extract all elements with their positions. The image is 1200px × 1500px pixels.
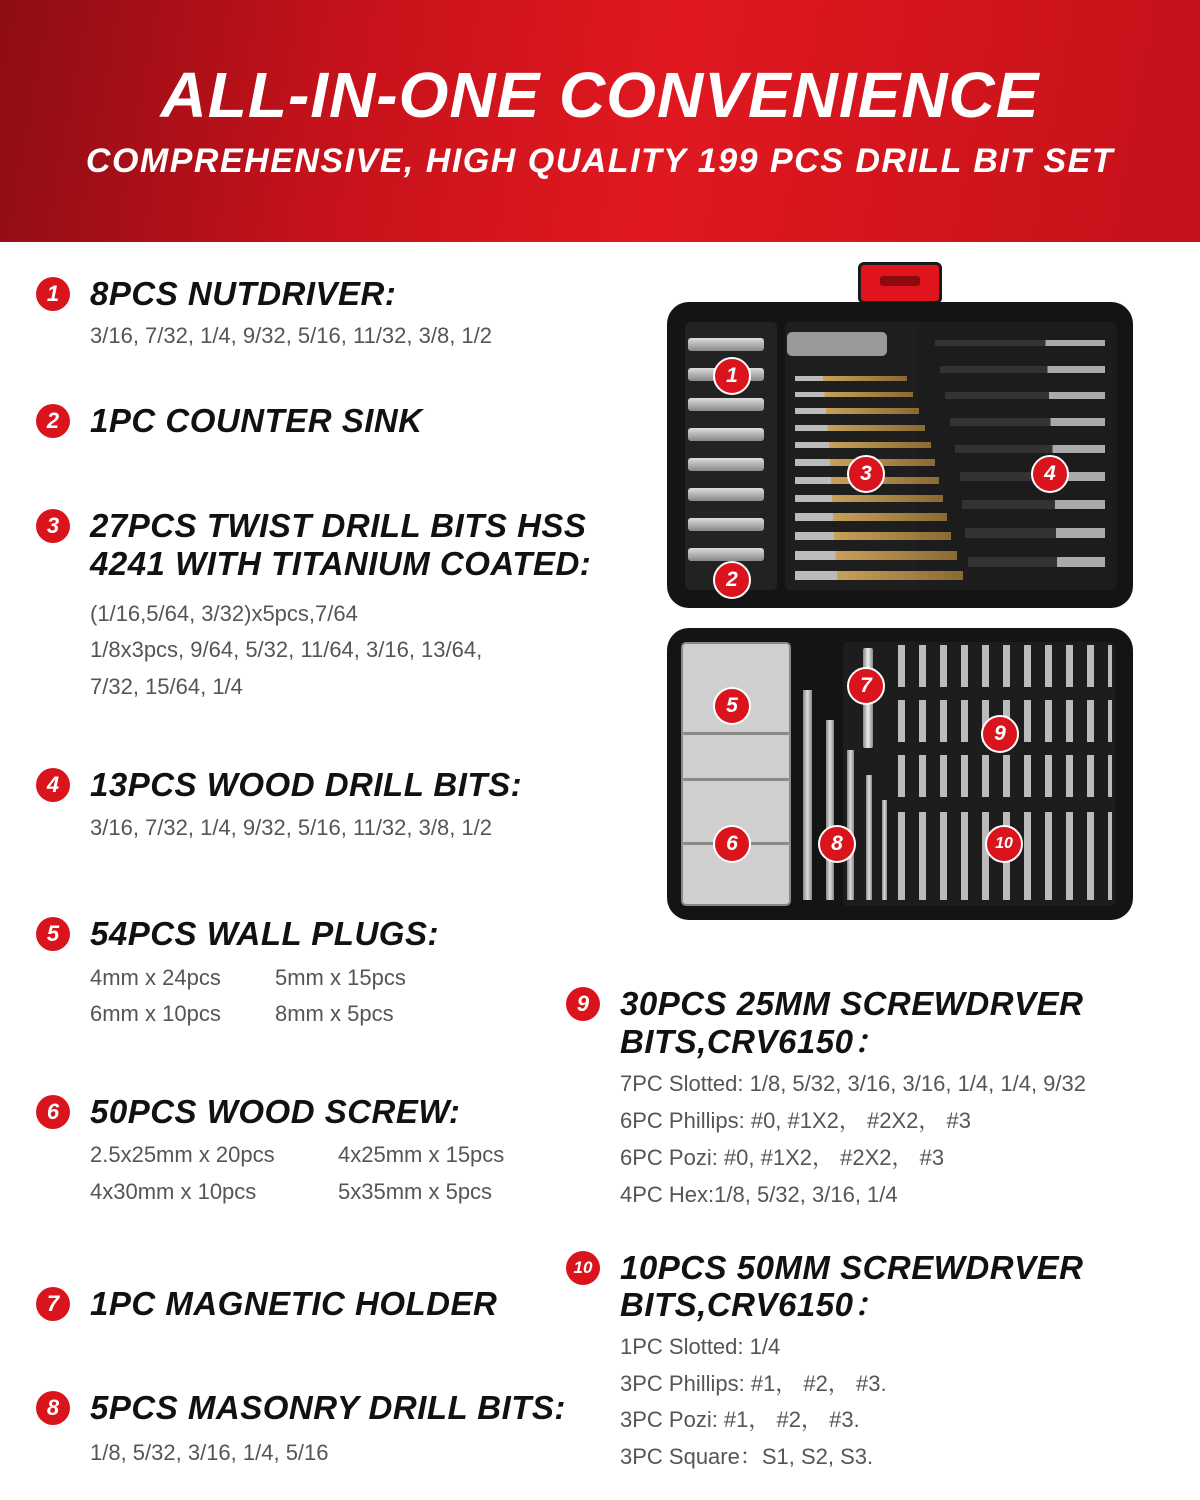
twist-drill-bit xyxy=(795,532,951,540)
feature-title: 1PC COUNTER SINK xyxy=(90,402,423,439)
feature-detail: 4x30mm x 10pcs xyxy=(90,1179,257,1204)
wood-drill-bit xyxy=(962,500,1105,509)
feature-title: 4241 WITH TITANIUM COATED: xyxy=(90,545,592,582)
masonry-bit xyxy=(882,800,887,900)
masonry-bit xyxy=(803,690,812,900)
feature-detail: 6PC Pozi: #0, #1X2， #2X2， #3 xyxy=(620,1145,945,1170)
masonry-bit xyxy=(826,720,834,900)
nutdriver xyxy=(688,518,764,531)
twist-drill-bit xyxy=(795,442,931,448)
nutdriver xyxy=(688,458,764,471)
feature-title: 50PCS WOOD SCREW: xyxy=(90,1093,461,1130)
feature-number-badge: 10 xyxy=(566,1251,600,1285)
wood-drill-bit xyxy=(955,445,1105,453)
case-callout: 3 xyxy=(847,455,885,493)
wood-drill-bit xyxy=(940,366,1105,373)
feature-title: BITS,CRV6150： xyxy=(620,1286,887,1323)
feature-detail: 1/8x3pcs, 9/64, 5/32, 11/64, 3/16, 13/64, xyxy=(90,637,483,662)
case-callout: 7 xyxy=(847,667,885,705)
twist-drill-bit xyxy=(795,392,913,397)
case-callout: 6 xyxy=(713,825,751,863)
feature-number-badge: 8 xyxy=(36,1391,70,1425)
case-callout: 1 xyxy=(713,357,751,395)
feature-detail: 3PC Square：S1, S2, S3. xyxy=(620,1444,874,1469)
feature-title: 30PCS 25MM SCREWDRVER xyxy=(620,985,1084,1022)
feature-detail: 3PC Pozi: #1， #2， #3. xyxy=(620,1407,860,1432)
wood-drill-slot xyxy=(917,322,1117,590)
feature-title: BITS,CRV6150： xyxy=(620,1023,887,1060)
case-callout: 9 xyxy=(981,715,1019,753)
case-callout: 8 xyxy=(818,825,856,863)
case-callout: 10 xyxy=(985,825,1023,863)
feature-detail: 4PC Hex:1/8, 5/32, 3/16, 1/4 xyxy=(620,1182,898,1207)
twist-drill-bit xyxy=(795,376,907,381)
feature-detail: 4x25mm x 15pcs xyxy=(338,1142,505,1167)
screwdriver-bit-row-3 xyxy=(898,755,1112,797)
feature-detail: 3PC Phillips: #1， #2， #3. xyxy=(620,1371,887,1396)
feature-title: 10PCS 50MM SCREWDRVER xyxy=(620,1249,1084,1286)
feature-number-badge: 6 xyxy=(36,1095,70,1129)
twist-drill-bit xyxy=(795,513,947,521)
screwdriver-bit-row-1 xyxy=(898,645,1112,687)
feature-detail: 7/32, 15/64, 1/4 xyxy=(90,674,243,699)
feature-detail: (1/16,5/64, 3/32)x5pcs,7/64 xyxy=(90,601,358,626)
feature-detail: 7PC Slotted: 1/8, 5/32, 3/16, 3/16, 1/4, 1/4, 9/32 xyxy=(620,1071,1086,1096)
feature-title: 13PCS WOOD DRILL BITS: xyxy=(90,766,523,803)
feature-number-badge: 1 xyxy=(36,277,70,311)
header-banner xyxy=(0,0,1200,242)
compartment-divider xyxy=(683,778,789,781)
nutdriver xyxy=(688,548,764,561)
feature-title: 54PCS WALL PLUGS: xyxy=(90,915,439,952)
wood-drill-bit xyxy=(935,340,1105,346)
masonry-bit xyxy=(866,775,872,900)
feature-detail: 6PC Phillips: #0, #1X2， #2X2， #3 xyxy=(620,1108,971,1133)
nutdriver xyxy=(688,428,764,441)
feature-detail: 1PC Slotted: 1/4 xyxy=(620,1334,781,1359)
feature-detail: 6mm x 10pcs xyxy=(90,1001,221,1026)
feature-number-badge: 7 xyxy=(36,1287,70,1321)
twist-drill-bit xyxy=(795,408,919,414)
twist-drill-bit xyxy=(795,571,963,580)
case-latch-slot xyxy=(880,276,920,286)
case-callout: 5 xyxy=(713,687,751,725)
feature-detail: 3/16, 7/32, 1/4, 9/32, 5/16, 11/32, 3/8, 1/2 xyxy=(90,815,493,840)
nutdriver xyxy=(688,338,764,351)
feature-title: 27PCS TWIST DRILL BITS HSS xyxy=(90,507,587,544)
case-callout: 2 xyxy=(713,561,751,599)
feature-number-badge: 5 xyxy=(36,917,70,951)
nutdriver xyxy=(688,398,764,411)
compartment-divider xyxy=(683,732,789,735)
feature-number-badge: 2 xyxy=(36,404,70,438)
feature-number-badge: 9 xyxy=(566,987,600,1021)
case-callout: 4 xyxy=(1031,455,1069,493)
feature-number-badge: 3 xyxy=(36,509,70,543)
wood-drill-bit xyxy=(965,528,1105,538)
wood-drill-bit xyxy=(950,418,1105,426)
feature-detail: 5x35mm x 5pcs xyxy=(338,1179,493,1204)
feature-detail: 2.5x25mm x 20pcs xyxy=(90,1142,275,1167)
feature-detail: 5mm x 15pcs xyxy=(275,965,406,990)
wood-drill-bit xyxy=(968,557,1105,567)
twist-drill-bit xyxy=(795,495,943,502)
page-title: ALL-IN-ONE CONVENIENCE xyxy=(160,59,1040,131)
nutdriver xyxy=(688,488,764,501)
feature-title: 8PCS NUTDRIVER: xyxy=(90,275,397,312)
twist-drill-bit xyxy=(795,425,925,431)
plug-screw-compartment xyxy=(681,642,791,906)
page-subtitle: COMPREHENSIVE, HIGH QUALITY 199 PCS DRILL BIT SET xyxy=(85,142,1115,180)
feature-title: 1PC MAGNETIC HOLDER xyxy=(90,1285,498,1322)
feature-title: 5PCS MASONRY DRILL BITS: xyxy=(90,1389,566,1426)
counter-sink-holder xyxy=(787,332,887,356)
feature-detail: 3/16, 7/32, 1/4, 9/32, 5/16, 11/32, 3/8, 1/2 xyxy=(90,323,493,348)
masonry-bit xyxy=(847,750,854,900)
feature-detail: 8mm x 5pcs xyxy=(275,1001,394,1026)
feature-number-badge: 4 xyxy=(36,768,70,802)
feature-detail: 1/8, 5/32, 3/16, 1/4, 5/16 xyxy=(90,1440,329,1465)
wood-drill-bit xyxy=(945,392,1105,399)
feature-detail: 4mm x 24pcs xyxy=(90,965,221,990)
twist-drill-bit xyxy=(795,551,957,560)
